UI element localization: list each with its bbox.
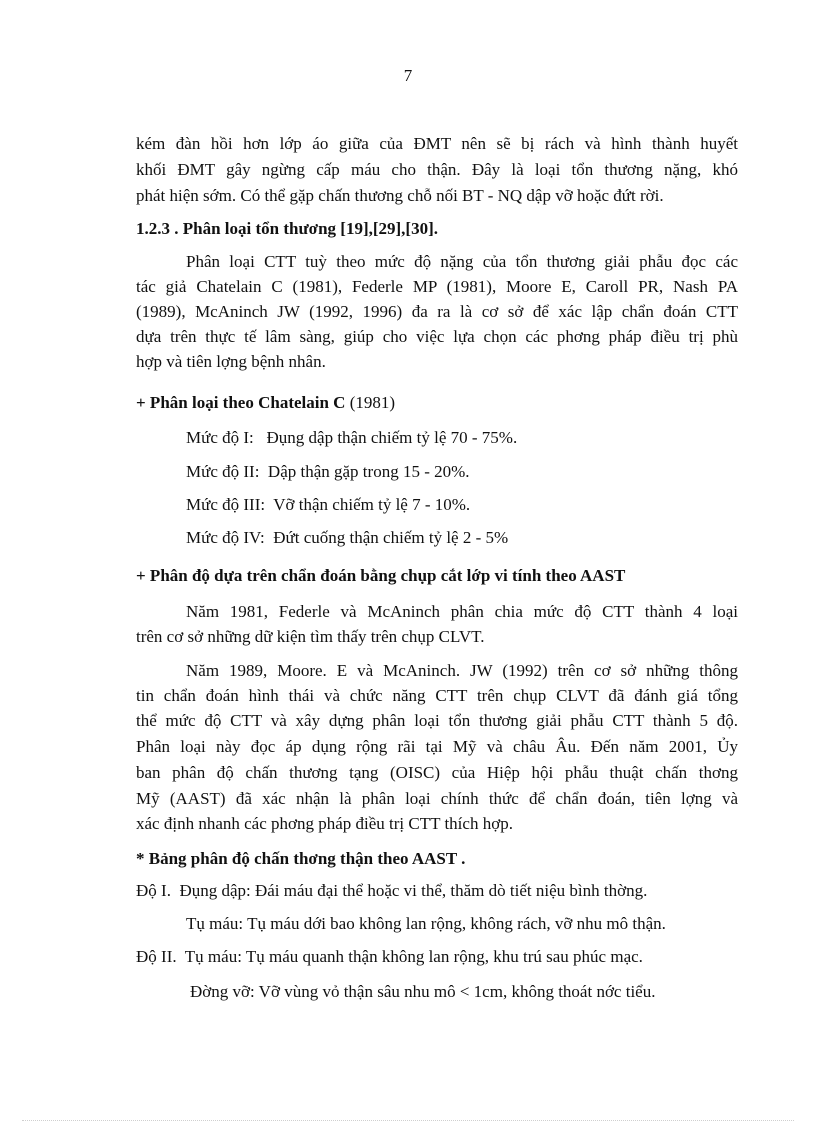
page-number: 7	[403, 66, 413, 85]
chatelain-level: Mức độ IV: Đứt cuống thận chiếm tỷ lệ 2 - 5%	[186, 528, 509, 547]
grading-table-heading: * Bảng phân độ chấn thơng thận theo AAST .	[136, 849, 466, 868]
paragraph-line: kém đàn hồi hơn lớp áo giữa của ĐMT nên sẽ bị rách và hình thành huyết	[136, 134, 738, 153]
aast-heading: + Phân độ dựa trên chẩn đoán bằng chụp cắt lớp vi tính theo AAST	[136, 566, 626, 585]
chatelain-heading-year: (1981)	[349, 393, 396, 412]
paragraph-line: Năm 1981, Federle và McAninch phân chia mức độ CTT thành 4 loại	[186, 602, 738, 621]
chatelain-level: Mức độ II: Dập thận gặp trong 15 - 20%.	[186, 462, 470, 481]
paragraph-line: phát hiện sớm. Có thể gặp chấn thương chỗ nối BT - NQ dập vỡ hoặc đứt rời.	[136, 186, 664, 205]
paragraph-line: tác giả Chatelain C (1981), Federle MP (1981), Moore E, Caroll PR, Nash PA	[136, 277, 738, 296]
paragraph-line: hợp và tiên lợng bệnh nhân.	[136, 352, 326, 371]
paragraph-line: Mỹ (AAST) đã xác nhận là phân loại chính thức để chẩn đoán, tiên lợng và	[136, 789, 738, 808]
grading-entry: Độ I. Đụng dập: Đái máu đại thể hoặc vi thể, thăm dò tiết niệu bình thờng.	[136, 881, 648, 900]
chatelain-heading	[136, 392, 738, 414]
chatelain-level: Mức độ I: Đụng dập thận chiếm tỷ lệ 70 - 75%.	[186, 428, 518, 447]
paragraph-line: khối ĐMT gây ngừng cấp máu cho thận. Đây là loại tổn thương nặng, khó	[136, 160, 738, 179]
chatelain-level: Mức độ III: Vỡ thận chiếm tỷ lệ 7 - 10%.	[186, 495, 471, 514]
paragraph-line: xác định nhanh các phơng pháp điều trị CTT thích hợp.	[136, 814, 513, 833]
grading-entry: Tụ máu: Tụ máu dới bao không lan rộng, không rách, vỡ nhu mô thận.	[186, 914, 666, 933]
grading-entry: Độ II. Tụ máu: Tụ máu quanh thận không lan rộng, khu trú sau phúc mạc.	[136, 947, 643, 966]
paragraph-line: tin chẩn đoán hình thái và chức năng CTT trên chụp CLVT đã đánh giá tổng	[136, 686, 738, 705]
chatelain-heading-text: + Phân loại theo Chatelain C	[136, 393, 346, 412]
paragraph-line: Phân loại này đọc áp dụng rộng rãi tại Mỹ và châu Âu. Đến năm 2001, Ủy	[136, 737, 738, 756]
paragraph-line: thể mức độ CTT và xây dựng phân loại tổn thương giải phẫu CTT thành 5 độ.	[136, 711, 738, 730]
page-bottom-rule	[22, 1120, 794, 1121]
paragraph-line: trên cơ sở những dữ kiện tìm thấy trên chụp CLVT.	[136, 627, 485, 646]
section-heading: 1.2.3 . Phân loại tổn thương [19],[29],[30].	[136, 219, 439, 238]
paragraph-line: (1989), McAninch JW (1992, 1996) đa ra là cơ sở để xác lập chẩn đoán CTT	[136, 302, 738, 321]
paragraph-line: Phân loại CTT tuỳ theo mức độ nặng của tổn thương giải phẫu đọc các	[186, 252, 738, 271]
paragraph-line: dựa trên thực tế lâm sàng, giúp cho việc lựa chọn các phơng pháp điều trị phù	[136, 327, 738, 346]
paragraph-line: Năm 1989, Moore. E và McAninch. JW (1992) trên cơ sở những thông	[186, 661, 738, 680]
paragraph-line: ban phân độ chấn thương tạng (OISC) của Hiệp hội phẫu thuật chấn thơng	[136, 763, 738, 782]
grading-entry: Đờng vỡ: Vỡ vùng vỏ thận sâu nhu mô < 1cm, không thoát nớc tiểu.	[190, 982, 656, 1001]
